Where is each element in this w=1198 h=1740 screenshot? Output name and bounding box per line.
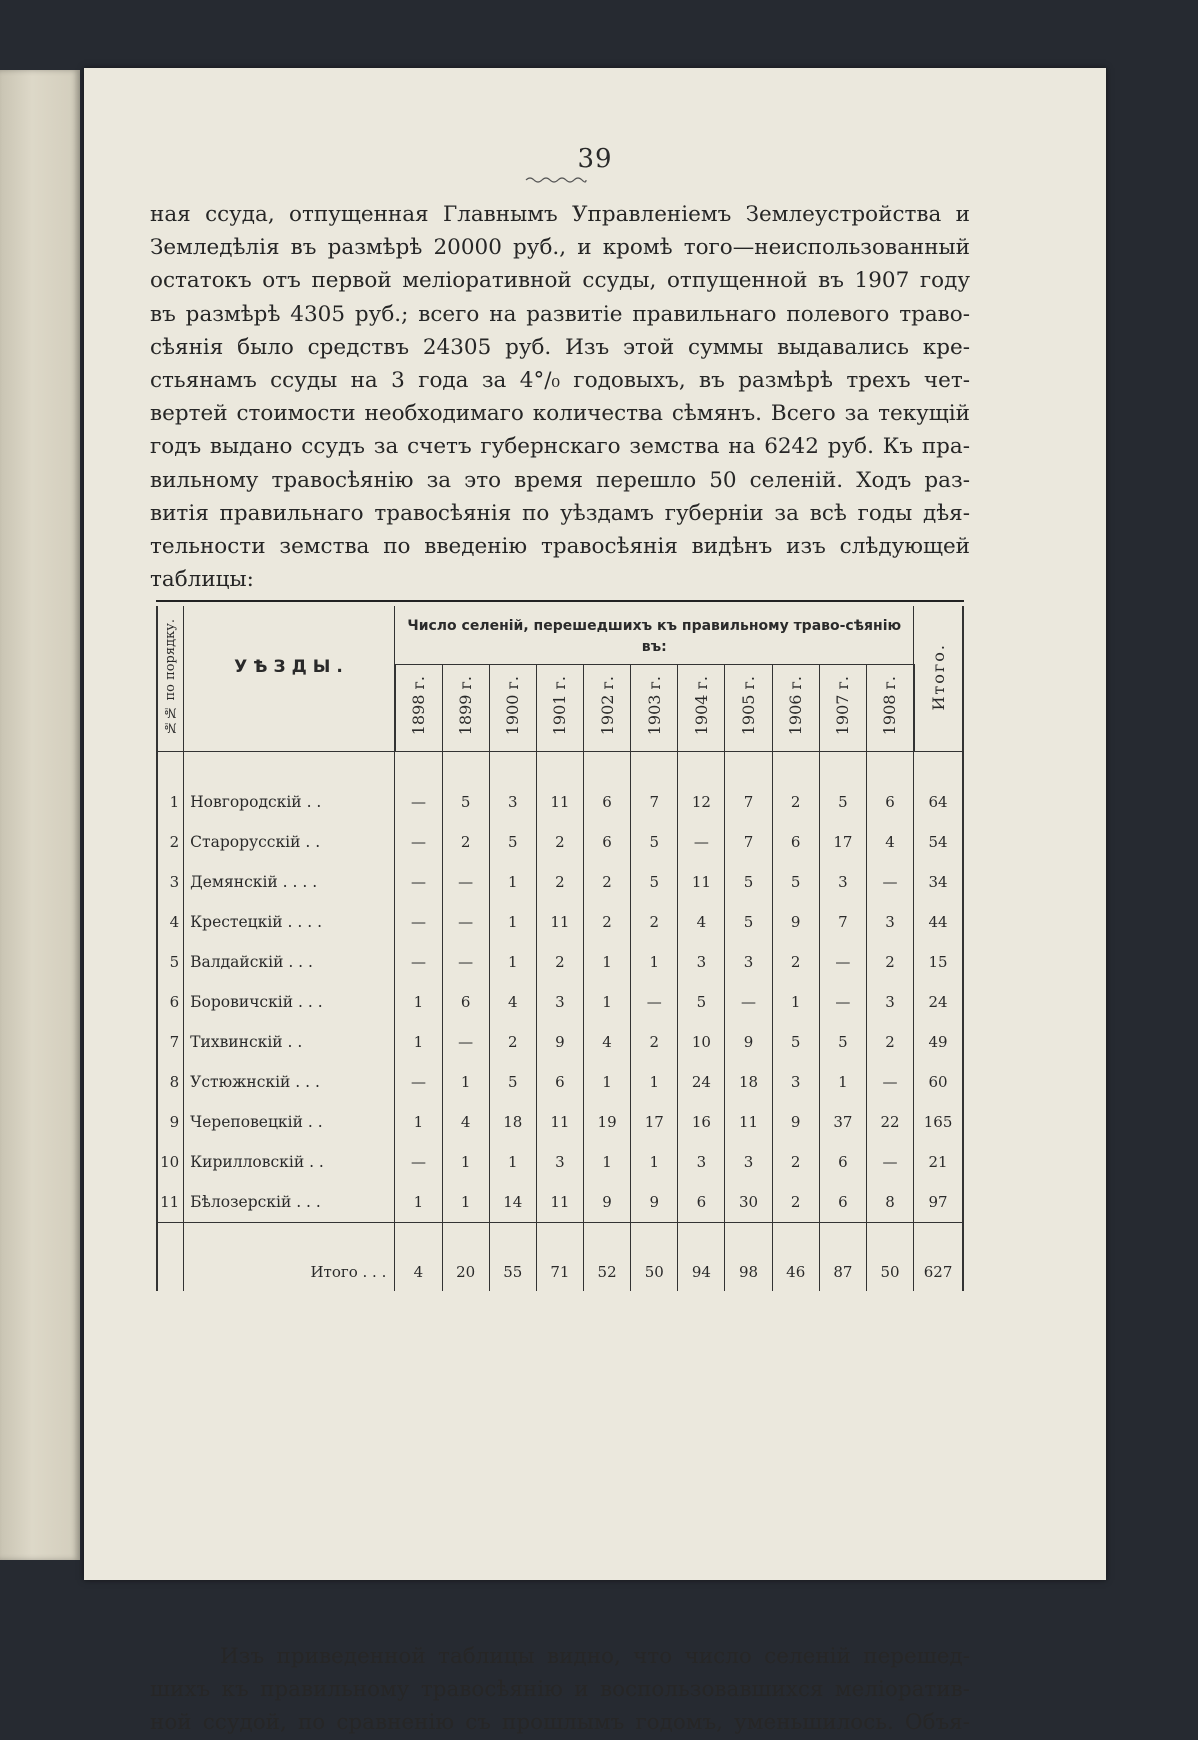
row-number: 4 (157, 902, 184, 942)
year-value: 5 (772, 1022, 819, 1062)
text-line: остатокъ отъ первой меліоративной ссуды, отпущенной въ 1907 году (150, 268, 970, 294)
column-header-number: №№ по порядку. (157, 606, 184, 752)
table-row (157, 782, 963, 822)
district-name: Тихвинскій . . (184, 1022, 395, 1062)
year-value: 2 (536, 942, 583, 982)
column-header-year (819, 665, 866, 752)
year-value: 2 (442, 822, 489, 862)
year-total: 98 (725, 1223, 772, 1292)
year-value: 3 (819, 862, 866, 902)
year-value: — (395, 1142, 442, 1182)
year-value: 1 (584, 1142, 631, 1182)
year-value: 3 (489, 782, 536, 822)
row-number: 6 (157, 982, 184, 1022)
district-table (156, 606, 964, 1291)
text-line: шихъ къ правильному травосѣянію и воспользовавшихся меліоратив- (150, 1677, 970, 1703)
totals-row (157, 1223, 963, 1292)
row-number: 10 (157, 1142, 184, 1182)
year-value: — (442, 1022, 489, 1062)
year-value: 30 (725, 1182, 772, 1223)
spacer-cell (184, 752, 395, 783)
year-value: 11 (725, 1102, 772, 1142)
year-value: 18 (489, 1102, 536, 1142)
year-value: 1 (772, 982, 819, 1022)
year-value: 22 (866, 1102, 913, 1142)
year-value: 3 (536, 982, 583, 1022)
district-name: Валдайскій . . . (184, 942, 395, 982)
year-value: 1 (489, 942, 536, 982)
year-value: 3 (866, 982, 913, 1022)
text-line: въ размѣрѣ 4305 руб.; всего на развитіе правильнаго полевого траво- (150, 301, 970, 327)
year-value: 3 (725, 942, 772, 982)
year-value: 6 (866, 782, 913, 822)
year-label: 1901 г. (550, 676, 570, 736)
year-value: 1 (395, 1182, 442, 1223)
year-value: — (866, 1062, 913, 1102)
district-table-block (156, 600, 964, 1300)
column-group-header: Число селеній, перешедшихъ къ правильному траво-сѣянію въ: (395, 606, 914, 665)
year-value: 14 (489, 1182, 536, 1223)
year-value: 16 (678, 1102, 725, 1142)
text-line: тельности земства по введенію травосѣянія видѣнъ изъ слѣдующей (150, 534, 970, 560)
text-line: ная ссуда, отпущенная Главнымъ Управленіемъ Землеустройства и (150, 202, 970, 227)
year-label: 1902 г. (597, 676, 617, 736)
column-header-district: УѢЗДЫ. (184, 606, 395, 752)
year-value: 6 (819, 1182, 866, 1223)
page-number: 39 (577, 144, 613, 174)
year-value: 6 (536, 1062, 583, 1102)
year-value: 3 (725, 1142, 772, 1182)
year-value: 2 (772, 782, 819, 822)
year-value: 4 (584, 1022, 631, 1062)
spacer-cell (914, 752, 963, 783)
year-value: 1 (395, 1022, 442, 1062)
year-label: 1908 г. (880, 676, 900, 736)
row-total: 97 (914, 1182, 963, 1223)
year-value: 4 (442, 1102, 489, 1142)
text-line: стьянамъ ссуды на 3 года за 4°/₀ годовыхъ, въ размѣрѣ трехъ чет- (150, 368, 970, 394)
year-label: 1903 г. (644, 676, 664, 736)
spacer-cell (866, 752, 913, 783)
year-value: 9 (725, 1022, 772, 1062)
district-name: Старорусскій . . (184, 822, 395, 862)
year-total: 52 (584, 1223, 631, 1292)
year-value: 5 (442, 782, 489, 822)
district-name: Крестецкій . . . . (184, 902, 395, 942)
year-value: 6 (678, 1182, 725, 1223)
year-value: 5 (631, 862, 678, 902)
year-value: 11 (678, 862, 725, 902)
row-total: 24 (914, 982, 963, 1022)
year-total: 20 (442, 1223, 489, 1292)
text-line: ной ссудой, по сравненію съ прошлымъ годомъ, уменьшилось. Объя- (150, 1710, 970, 1736)
year-label: 1900 г. (503, 676, 523, 736)
year-value: — (866, 862, 913, 902)
year-value: 1 (631, 1062, 678, 1102)
text-line: Земледѣлія въ размѣрѣ 20000 руб., и кромѣ того—неиспользованный (150, 235, 970, 261)
district-name: Устюжнскій . . . (184, 1062, 395, 1102)
column-header-year (725, 665, 772, 752)
grand-total: 627 (914, 1223, 963, 1292)
year-label: 1907 г. (833, 676, 853, 736)
spacer-cell (819, 752, 866, 783)
row-number: 8 (157, 1062, 184, 1102)
year-value: — (395, 942, 442, 982)
district-name: Бѣлозерскій . . . (184, 1182, 395, 1223)
row-total: 54 (914, 822, 963, 862)
year-value: — (442, 942, 489, 982)
year-value: 2 (866, 942, 913, 982)
year-value: 5 (725, 902, 772, 942)
year-value: — (395, 862, 442, 902)
spacer-cell (725, 752, 772, 783)
text-line: витія правильнаго травосѣянія по уѣздамъ губерніи за всѣ годы дѣя- (150, 500, 970, 526)
year-value: 1 (584, 942, 631, 982)
column-header-year (536, 665, 583, 752)
year-value: 24 (678, 1062, 725, 1102)
year-value: 2 (584, 902, 631, 942)
table-top-rule (156, 600, 964, 602)
year-value: 9 (772, 902, 819, 942)
district-name: Новгородскій . . (184, 782, 395, 822)
year-value: 7 (631, 782, 678, 822)
conclusion-paragraph (150, 1640, 970, 1740)
year-value: 18 (725, 1062, 772, 1102)
year-value: — (395, 782, 442, 822)
district-name: Боровичскій . . . (184, 982, 395, 1022)
row-number: 9 (157, 1102, 184, 1142)
year-total: 50 (866, 1223, 913, 1292)
spacer-cell (678, 752, 725, 783)
year-value: 5 (772, 862, 819, 902)
year-value: 1 (442, 1142, 489, 1182)
year-value: 1 (442, 1182, 489, 1223)
spacer-cell (395, 752, 442, 783)
row-number: 3 (157, 862, 184, 902)
year-total: 46 (772, 1223, 819, 1292)
year-value: 7 (819, 902, 866, 942)
year-value: 2 (536, 862, 583, 902)
table-row (157, 1102, 963, 1142)
row-total: 165 (914, 1102, 963, 1142)
year-value: — (819, 982, 866, 1022)
row-number: 5 (157, 942, 184, 982)
column-header-year (584, 665, 631, 752)
column-header-year (772, 665, 819, 752)
year-value: — (395, 902, 442, 942)
year-value: 5 (489, 822, 536, 862)
year-value: — (442, 862, 489, 902)
text-line: годъ выдано ссудъ за счетъ губернскаго земства на 6242 руб. Къ пра- (150, 434, 970, 460)
table-row (157, 1062, 963, 1102)
column-header-year (631, 665, 678, 752)
district-name: Кирилловскій . . (184, 1142, 395, 1182)
year-value: 1 (489, 1142, 536, 1182)
year-value: 2 (631, 1022, 678, 1062)
year-value: 2 (489, 1022, 536, 1062)
table-row (157, 1022, 963, 1062)
year-value: 6 (772, 822, 819, 862)
totals-label: Итого . . . (184, 1223, 395, 1292)
column-header-year (442, 665, 489, 752)
row-number: 1 (157, 782, 184, 822)
spacer-cell (631, 752, 678, 783)
year-value: 11 (536, 782, 583, 822)
row-total: 49 (914, 1022, 963, 1062)
row-total: 21 (914, 1142, 963, 1182)
year-value: 1 (584, 982, 631, 1022)
year-value: 1 (489, 862, 536, 902)
year-value: 19 (584, 1102, 631, 1142)
spacer-cell (489, 752, 536, 783)
year-value: 6 (819, 1142, 866, 1182)
table-row (157, 982, 963, 1022)
year-value: — (866, 1142, 913, 1182)
row-number: 11 (157, 1182, 184, 1223)
year-total: 55 (489, 1223, 536, 1292)
year-value: 9 (631, 1182, 678, 1223)
spacer-row (157, 752, 963, 783)
year-value: 2 (866, 1022, 913, 1062)
year-value: 4 (866, 822, 913, 862)
column-header-year (866, 665, 913, 752)
row-total: 34 (914, 862, 963, 902)
wavy-ornament (524, 176, 588, 184)
column-header-year (678, 665, 725, 752)
table-row (157, 862, 963, 902)
year-value: 3 (772, 1062, 819, 1102)
year-value: 9 (584, 1182, 631, 1223)
table-row (157, 942, 963, 982)
year-value: 17 (631, 1102, 678, 1142)
year-total: 94 (678, 1223, 725, 1292)
totals-number-cell (157, 1223, 184, 1292)
year-value: 3 (678, 942, 725, 982)
year-value: 6 (584, 822, 631, 862)
row-total: 64 (914, 782, 963, 822)
year-value: 5 (489, 1062, 536, 1102)
year-label: 1905 г. (739, 676, 759, 736)
year-value: — (725, 982, 772, 1022)
previous-page-edge (0, 70, 80, 1560)
year-value: 6 (442, 982, 489, 1022)
year-label: 1904 г. (691, 676, 711, 736)
year-value: 11 (536, 1102, 583, 1142)
year-value: 4 (678, 902, 725, 942)
year-value: 1 (395, 1102, 442, 1142)
year-value: 17 (819, 822, 866, 862)
year-label: 1906 г. (786, 676, 806, 736)
row-number: 7 (157, 1022, 184, 1062)
spacer-cell (442, 752, 489, 783)
table-row (157, 902, 963, 942)
year-value: 37 (819, 1102, 866, 1142)
spacer-cell (584, 752, 631, 783)
table-row (157, 822, 963, 862)
year-value: 8 (866, 1182, 913, 1223)
column-header-total: Итого. (914, 606, 963, 752)
year-value: 3 (536, 1142, 583, 1182)
table-row (157, 1182, 963, 1223)
year-value: 1 (442, 1062, 489, 1102)
year-value: 1 (584, 1062, 631, 1102)
text-line: Изъ приведенной таблицы видно, что число селеній перешед- (220, 1644, 970, 1669)
row-total: 15 (914, 942, 963, 982)
year-label: 1899 г. (456, 676, 476, 736)
text-line: вертей стоимости необходимаго количества сѣмянъ. Всего за текущій (150, 401, 970, 427)
column-header-year (489, 665, 536, 752)
year-value: 7 (725, 822, 772, 862)
year-label: 1898 г. (409, 676, 429, 736)
district-name: Демянскій . . . . (184, 862, 395, 902)
spacer-cell (772, 752, 819, 783)
spacer-cell (536, 752, 583, 783)
year-value: 2 (631, 902, 678, 942)
year-value: 1 (631, 942, 678, 982)
text-line: таблицы: (150, 567, 254, 593)
year-value: 2 (772, 1182, 819, 1223)
row-number: 2 (157, 822, 184, 862)
year-value: 5 (819, 782, 866, 822)
spacer-cell (157, 752, 184, 783)
year-value: — (678, 822, 725, 862)
year-total: 71 (536, 1223, 583, 1292)
text-line: сѣянія было средствъ 24305 руб. Изъ этой суммы выдавались кре- (150, 334, 970, 360)
year-total: 50 (631, 1223, 678, 1292)
year-value: 1 (489, 902, 536, 942)
year-value: 12 (678, 782, 725, 822)
year-value: 5 (631, 822, 678, 862)
year-value: — (395, 1062, 442, 1102)
year-value: 5 (678, 982, 725, 1022)
year-value: 5 (725, 862, 772, 902)
year-value: 10 (678, 1022, 725, 1062)
year-value: 4 (489, 982, 536, 1022)
year-value: 9 (772, 1102, 819, 1142)
row-total: 44 (914, 902, 963, 942)
book-page (84, 68, 1106, 1736)
year-value: 6 (584, 782, 631, 822)
year-total: 87 (819, 1223, 866, 1292)
year-value: 2 (584, 862, 631, 902)
year-value: 1 (395, 982, 442, 1022)
district-name: Череповецкій . . (184, 1102, 395, 1142)
year-value: 3 (866, 902, 913, 942)
column-header-year (395, 665, 442, 752)
year-value: — (631, 982, 678, 1022)
year-value: — (395, 822, 442, 862)
year-value: 2 (772, 1142, 819, 1182)
year-value: 11 (536, 902, 583, 942)
year-value: 2 (772, 942, 819, 982)
year-value: — (819, 942, 866, 982)
year-value: 9 (536, 1022, 583, 1062)
year-value: 1 (819, 1062, 866, 1102)
year-value: 2 (536, 822, 583, 862)
year-value: 7 (725, 782, 772, 822)
year-value: 1 (631, 1142, 678, 1182)
row-total: 60 (914, 1062, 963, 1102)
year-value: — (442, 902, 489, 942)
year-value: 5 (819, 1022, 866, 1062)
text-line: вильному травосѣянію за это время перешло 50 селеній. Ходъ раз- (150, 467, 970, 493)
year-total: 4 (395, 1223, 442, 1292)
intro-paragraph (150, 198, 970, 596)
year-value: 11 (536, 1182, 583, 1223)
table-row (157, 1142, 963, 1182)
year-value: 3 (678, 1142, 725, 1182)
